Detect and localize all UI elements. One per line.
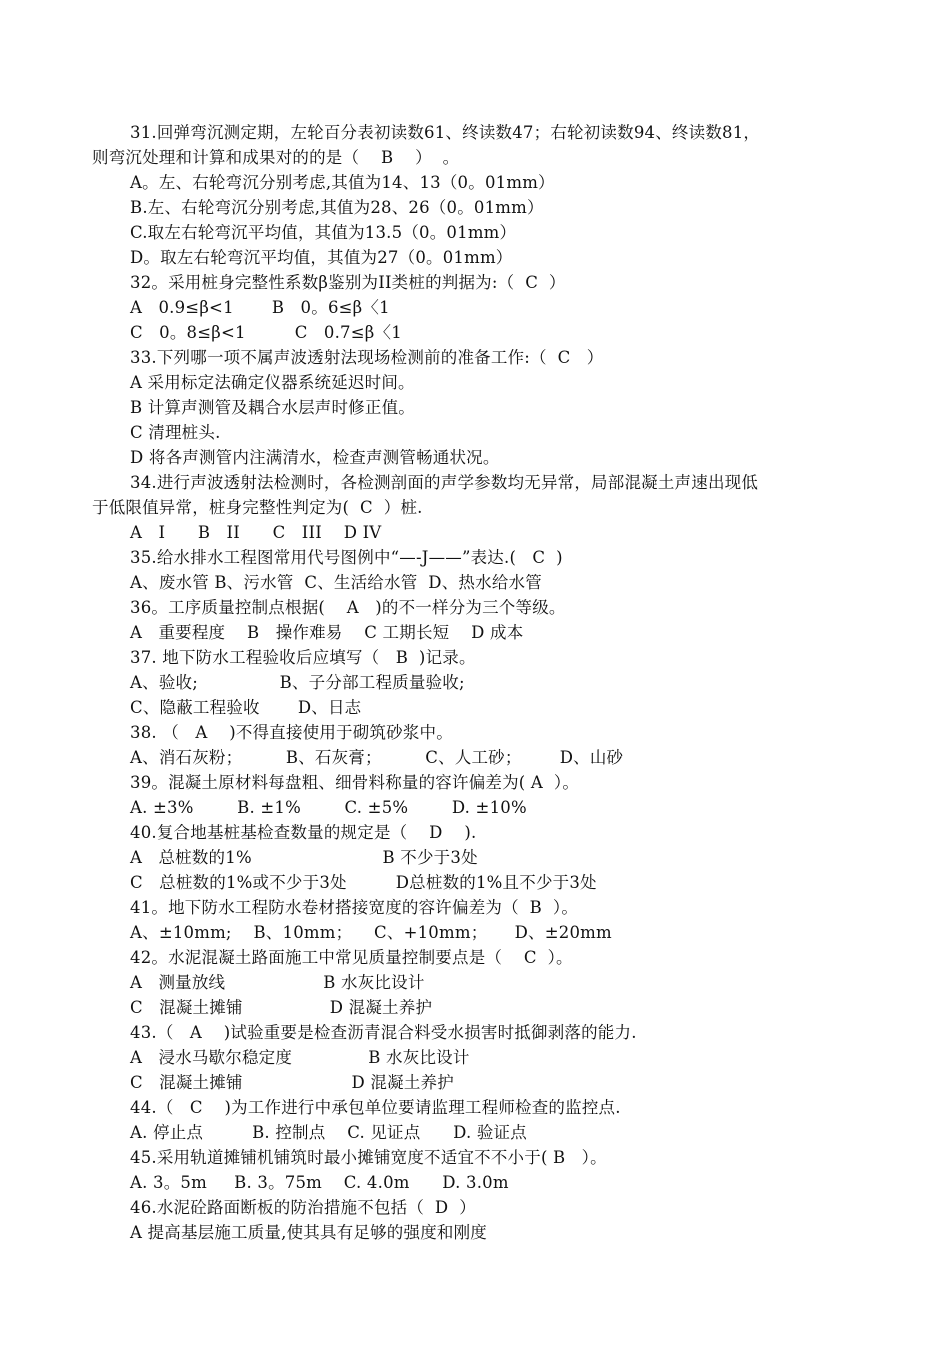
options-row: A. 3。5m B. 3。75m C. 4.0m D. 3.0m: [130, 1173, 509, 1192]
options-row: A. 停止点 B. 控制点 C. 见证点 D. 验证点: [130, 1123, 527, 1142]
option-c: C.取左右轮弯沉平均值，其值为13.5（0。01mm）: [130, 223, 517, 242]
question-36: 36。工序质量控制点根据( A )的不一样分为三个等级。: [130, 598, 566, 617]
question-37: 37. 地下防水工程验收后应填写（ B )记录。: [130, 648, 476, 667]
question-34-line-2: 于低限值异常，桩身完整性判定为( C ）桩.: [92, 498, 423, 517]
question-41: 41。地下防水工程防水卷材搭接宽度的容许偏差为（ B ）。: [130, 898, 579, 917]
question-32: 32。采用桩身完整性系数β鉴别为II类桩的判据为:（ C ）: [130, 273, 566, 292]
options-row: A 测量放线 B 水灰比设计: [130, 973, 425, 992]
option-b: B 计算声测管及耦合水层声时修正值。: [130, 398, 415, 417]
options-row: A、消石灰粉； B、石灰膏； C、人工砂； D、山砂: [130, 748, 624, 767]
options-row: C、隐蔽工程验收 D、日志: [130, 698, 362, 717]
question-43: 43.（ A )试验重要是检查沥青混合料受水损害时抵御剥落的能力.: [130, 1023, 637, 1042]
question-35: 35.给水排水工程图常用代号图例中“—-J——”表达.( C ): [130, 548, 563, 567]
option-a: A。左、右轮弯沉分别考虑,其值为14、13（0。01mm）: [130, 173, 555, 192]
options-row: C 混凝土摊铺 D 混凝土养护: [130, 998, 433, 1017]
options-row: A I B II C III D IV: [130, 523, 382, 542]
question-39: 39。混凝土原材料每盘粗、细骨料称量的容许偏差为( A ）。: [130, 773, 580, 792]
options-row: A、±10mm; B、10mm； C、+10mm； D、±20mm: [130, 923, 612, 942]
options-row: A 总桩数的1% B 不少于3处: [130, 848, 478, 867]
question-45: 45.采用轨道摊铺机铺筑时最小摊铺宽度不适宜不不小于( B ）。: [130, 1148, 607, 1167]
question-44: 44.（ C )为工作进行中承包单位要请监理工程师检查的监控点.: [130, 1098, 621, 1117]
question-31-line-2: 则弯沉处理和计算和成果对的的是（ B ） 。: [92, 148, 460, 167]
question-46: 46.水泥砼路面断板的防治措施不包括（ D ）: [130, 1198, 476, 1217]
question-33: 33.下列哪一项不属声波透射法现场检测前的准备工作:（ C ）: [130, 348, 604, 367]
option-d: D 将各声测管内注满清水，检查声测管畅通状况。: [130, 448, 500, 467]
options-row: A 浸水马歇尔稳定度 B 水灰比设计: [130, 1048, 470, 1067]
options-row: C 0。8≤β<1 C 0.7≤β〈1: [130, 323, 402, 342]
option-c: C 清理桩头.: [130, 423, 221, 442]
options-row: A、验收; B、子分部工程质量验收;: [130, 673, 465, 692]
question-42: 42。水泥混凝土路面施工中常见质量控制要点是（ C ）。: [130, 948, 573, 967]
question-31-line-1: 31.回弹弯沉测定期，左轮百分表初读数61、终读数47；右轮初读数94、终读数81，: [130, 123, 761, 142]
options-row: C 总桩数的1%或不少于3处 D总桩数的1%且不少于3处: [130, 873, 597, 892]
option-a: A 提高基层施工质量,使其具有足够的强度和刚度: [130, 1223, 488, 1242]
question-34-line-1: 34.进行声波透射法检测时，各检测剖面的声学参数均无异常，局部混凝土声速出现低: [130, 473, 759, 492]
options-row: A 0.9≤β<1 B 0。6≤β〈1: [130, 298, 390, 317]
option-b: B.左、右轮弯沉分别考虑,其值为28、26（0。01mm）: [130, 198, 544, 217]
question-38: 38. （ A )不得直接使用于砌筑砂浆中。: [130, 723, 453, 742]
question-40: 40.复合地基桩基检查数量的规定是（ D ).: [130, 823, 477, 842]
options-row: A. ±3% B. ±1% C. ±5% D. ±10%: [130, 798, 527, 817]
option-a: A 采用标定法确定仪器系统延迟时间。: [130, 373, 415, 392]
option-d: D。取左右轮弯沉平均值，其值为27（0。01mm）: [130, 248, 513, 267]
options-row: C 混凝土摊铺 D 混凝土养护: [130, 1073, 454, 1092]
options-row: A、废水管 B、污水管 C、生活给水管 D、热水给水管: [130, 573, 542, 592]
options-row: A 重要程度 B 操作难易 C 工期长短 D 成本: [130, 623, 524, 642]
